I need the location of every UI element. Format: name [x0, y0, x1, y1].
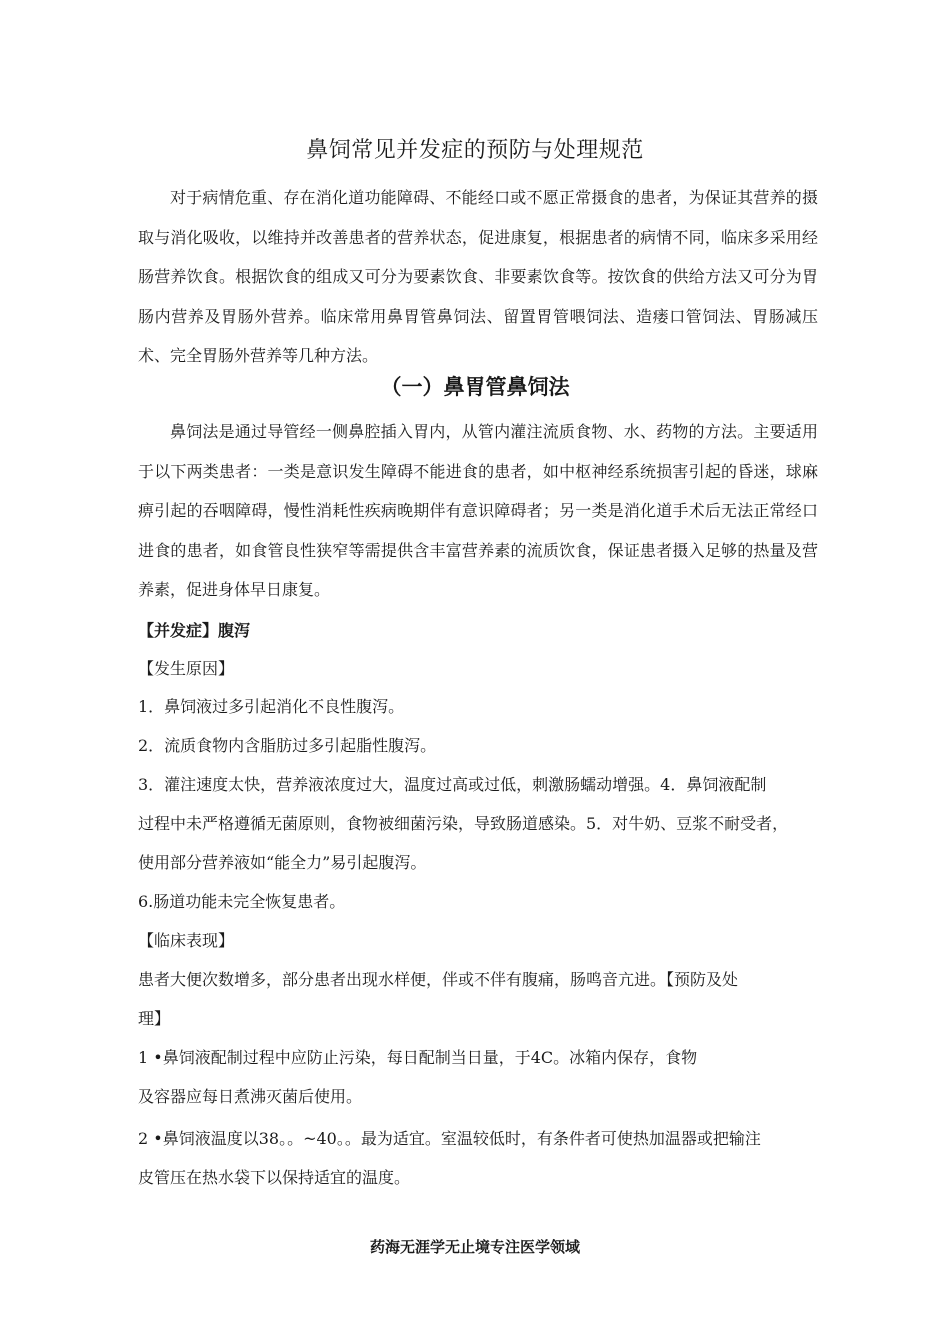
cause-heading: 【发生原因】: [138, 659, 235, 678]
clinical-line-2: 理】: [138, 1009, 171, 1028]
cause-item-3-line-3: 使用部分营养液如“能全力”易引起腹泻。: [138, 853, 427, 872]
clinical-line-1: 患者大便次数增多，部分患者出现水样便，伴或不伴有腹痛，肠鸣音亢进。【预防及处: [138, 970, 739, 989]
prevention-item-2-line-2: 皮管压在热水袋下以保持适宜的温度。: [138, 1168, 411, 1187]
cause-item-6: 6.肠道功能未完全恢复患者。: [138, 892, 346, 911]
intro-paragraph: 对于病情危重、存在消化道功能障碍、不能经口或不愿正常摄食的患者，为保证其营养的摄取与消化吸收，以维持并改善患者的营养状态，促进康复，根据患者的病情不同，临床多采用经肠营养饮食。根据饮食的组成又可分为要素饮食、非要素饮食等。按饮食的供给方法又可分为胃肠内营养及胃肠外营养。临床常用鼻胃管鼻饲法、留置胃管喂饲法、造瘘口管饲法、胃肠减压术、完全胃肠外营养等几种方法。: [138, 188, 818, 365]
section-heading: （一）鼻胃管鼻饲法: [380, 375, 570, 399]
prevention-item-2-line-1: 2 •鼻饲液温度以38。。~40。。最为适宜。室温较低时，有条件者可使热加温器或把输注: [138, 1129, 761, 1148]
complication-label: 【并发症】腹泻: [138, 621, 251, 640]
page-footer: 药海无涯学无止境专注医学领域: [369, 1238, 580, 1256]
prevention-item-1-line-1: 1 •鼻饲液配制过程中应防止污染，每日配制当日量，于4C。冰箱内保存，食物: [138, 1048, 698, 1067]
cause-item-2: 2．流质食物内含脂肪过多引起脂性腹泻。: [138, 736, 437, 755]
section-intro-paragraph: 鼻饲法是通过导管经一侧鼻腔插入胃内，从管内灌注流质食物、水、药物的方法。主要适用于以下两类患者：一类是意识发生障碍不能进食的患者，如中枢神经系统损害引起的昏迷，球麻痹引起的吞咽障碍，慢性消耗性疾病晚期伴有意识障碍者；另一类是消化道手术后无法正常经口进食的患者，如食管良性狭窄等需提供含丰富营养素的流质饮食，保证患者摄入足够的热量及营养素，促进身体早日康复。: [138, 422, 818, 599]
cause-item-3-line-1: 3．灌注速度太快，营养液浓度过大，温度过高或过低，刺激肠蠕动增强。4．鼻饲液配制: [138, 775, 767, 794]
cause-item-3-line-2: 过程中未严格遵循无菌原则，食物被细菌污染，导致肠道感染。5．对牛奶、豆浆不耐受者，: [138, 814, 789, 833]
prevention-item-1-line-2: 及容器应每日煮沸灭菌后使用。: [138, 1087, 363, 1106]
cause-item-1: 1．鼻饲液过多引起消化不良性腹泻。: [138, 697, 405, 716]
clinical-heading: 【临床表现】: [138, 931, 235, 950]
document-title: 鼻饲常见并发症的预防与处理规范: [306, 138, 644, 163]
